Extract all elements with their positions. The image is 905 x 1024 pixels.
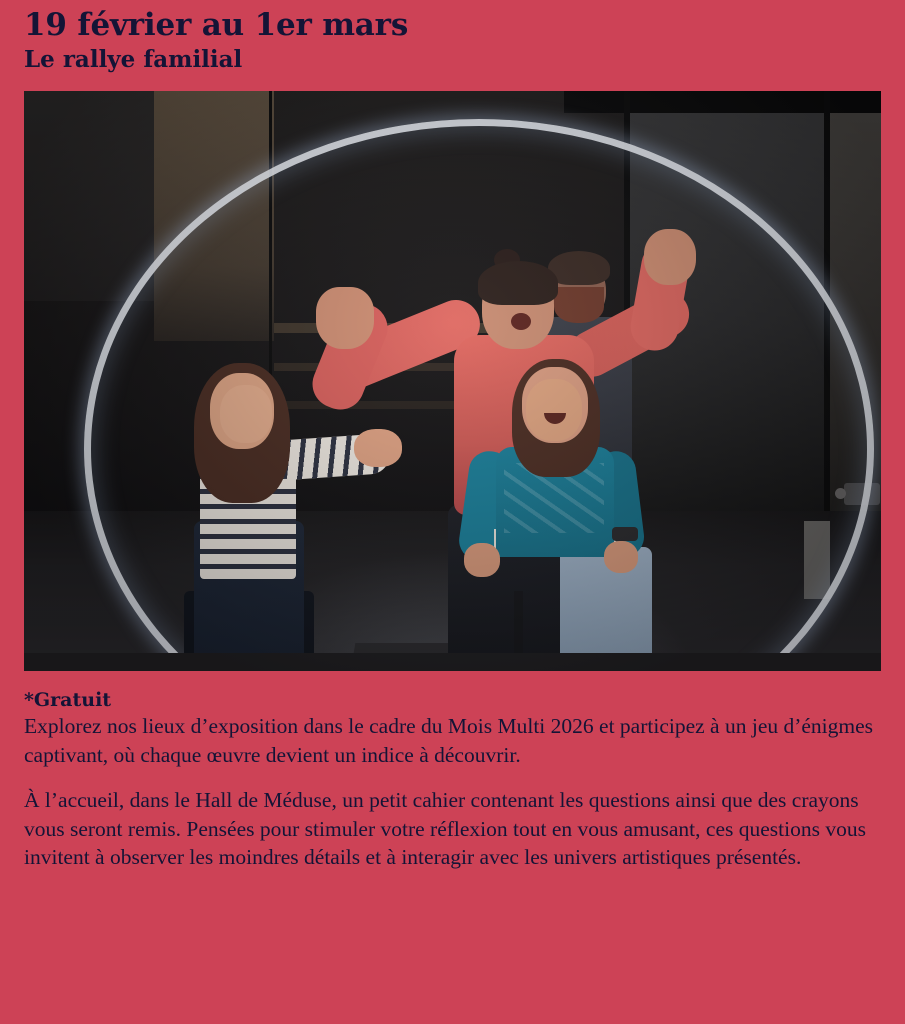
photo-person-woman-right-hand (644, 229, 696, 285)
photo-person-girl2-left-hand (464, 543, 500, 577)
photo-person-girl2-right-hand (604, 541, 638, 573)
photo-person-girl2-watch (612, 527, 638, 541)
free-label: *Gratuit (24, 689, 112, 712)
photo-person-woman-left-hand (316, 287, 374, 349)
photo-person-woman-hair (478, 261, 558, 305)
photo-background-beam (564, 91, 881, 113)
description-section (24, 689, 881, 872)
photo-background-left-panel (24, 91, 154, 301)
description-paragraph-2: À l’accueil, dans le Hall de Méduse, un petit cahier contenant les questions ainsi que des crayons vous seront remis. Pensées pour stimuler votre réflexion tout en vous amusant, ces questions vous invitent à observer les moindres détails et à interagir avec les univers artistiques présentés. (24, 787, 866, 870)
photo-person-girl1-hand (354, 429, 402, 467)
photo-floor-edge (24, 653, 881, 671)
photo-person-girl1-face (220, 385, 272, 443)
event-photo (24, 91, 881, 671)
event-subtitle: Le rallye familial (24, 45, 243, 73)
photo-person-man-beard (554, 287, 604, 323)
header (24, 0, 881, 73)
photo-person-girl2-face (526, 379, 582, 441)
description-paragraph-1: Explorez nos lieux d’exposition dans le cadre du Mois Multi 2026 et participez à un jeu d’énigmes captivant, où chaque œuvre devient un indice à découvrir. (24, 714, 874, 768)
page-title: 19 février au 1er mars (24, 7, 409, 43)
